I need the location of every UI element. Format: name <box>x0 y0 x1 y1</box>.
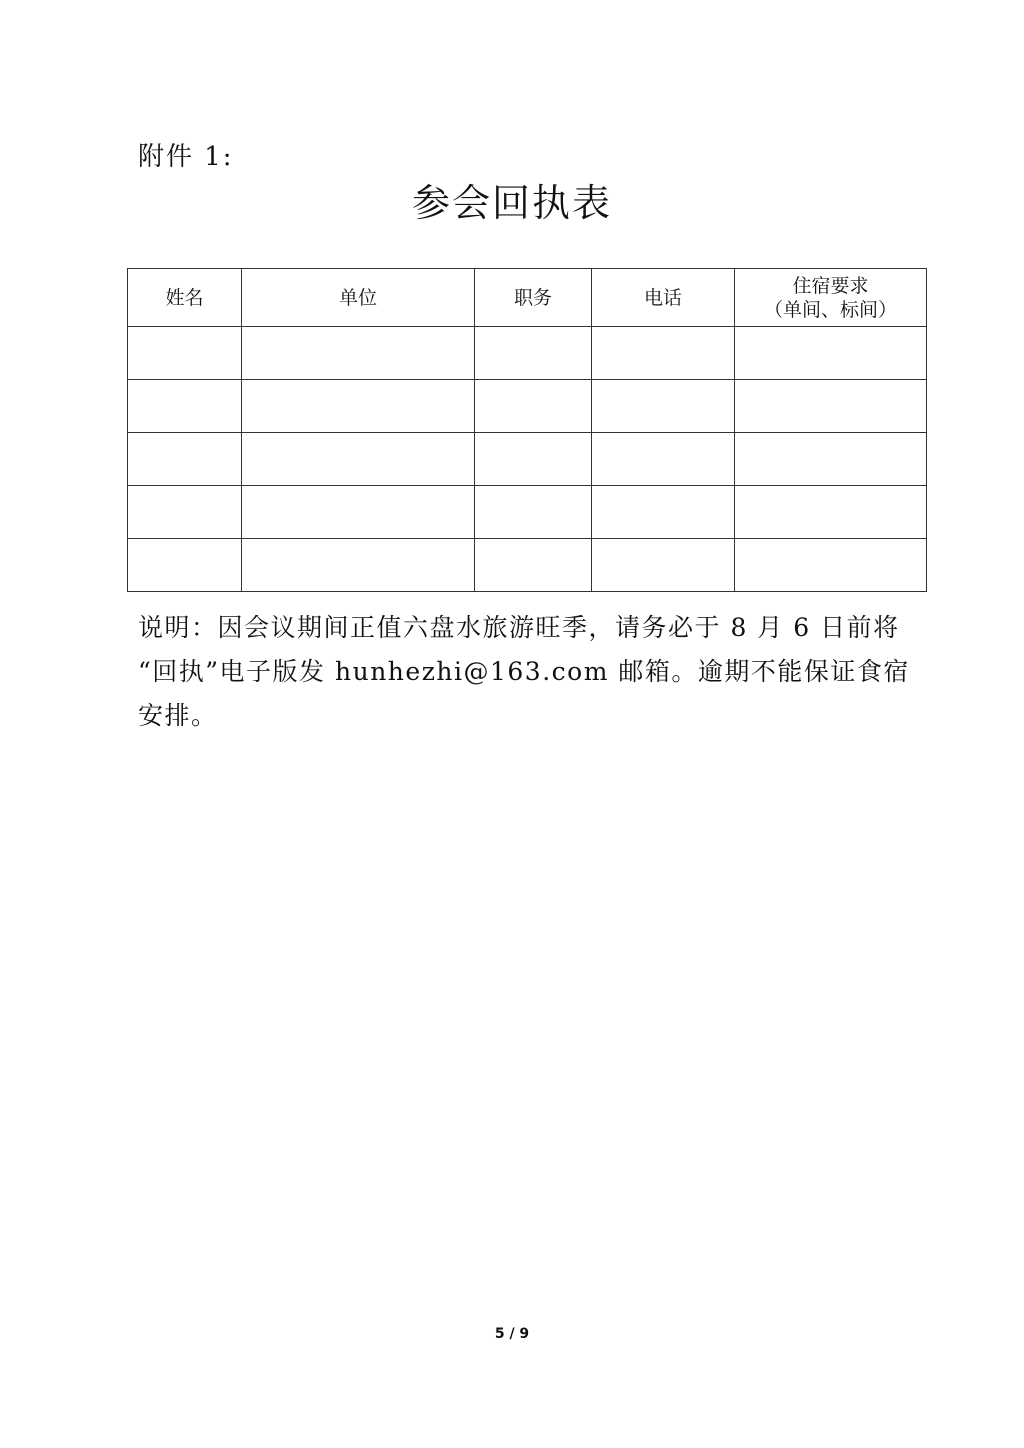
cell-lodging[interactable] <box>735 486 927 539</box>
cell-unit[interactable] <box>242 539 475 592</box>
table-row <box>128 486 927 539</box>
attachment-label: 附件 1: <box>138 142 234 172</box>
header-lodging-label: 住宿要求 <box>792 274 869 297</box>
header-phone: 电话 <box>592 269 735 327</box>
table-header-row <box>128 269 927 327</box>
cell-lodging[interactable] <box>735 433 927 486</box>
cell-phone[interactable] <box>592 539 735 592</box>
cell-unit[interactable] <box>242 327 475 380</box>
cell-unit[interactable] <box>242 433 475 486</box>
header-position: 职务 <box>475 269 592 327</box>
header-lodging <box>735 269 927 327</box>
table-row <box>128 327 927 380</box>
table-row <box>128 433 927 486</box>
cell-position[interactable] <box>475 486 592 539</box>
note-line-1: 说明：因会议期间正值六盘水旅游旺季，请务必于 8 月 6 日前将 <box>138 613 900 642</box>
cell-name[interactable] <box>128 380 242 433</box>
cell-name[interactable] <box>128 486 242 539</box>
page-number: 5 / 9 <box>494 1326 530 1342</box>
instructions-note <box>138 606 910 738</box>
cell-lodging[interactable] <box>735 327 927 380</box>
header-unit: 单位 <box>242 269 475 327</box>
cell-lodging[interactable] <box>735 539 927 592</box>
note-line-3: 安排。 <box>138 701 218 730</box>
cell-phone[interactable] <box>592 433 735 486</box>
cell-phone[interactable] <box>592 380 735 433</box>
header-name: 姓名 <box>128 269 242 327</box>
cell-name[interactable] <box>128 539 242 592</box>
note-line-2: “回执”电子版发 hunhezhi@163.com 邮箱。逾期不能保证食宿 <box>138 657 910 686</box>
cell-name[interactable] <box>128 327 242 380</box>
page-title: 参会回执表 <box>411 181 612 225</box>
cell-position[interactable] <box>475 433 592 486</box>
receipt-table <box>127 268 927 592</box>
cell-lodging[interactable] <box>735 380 927 433</box>
table-row <box>128 380 927 433</box>
cell-phone[interactable] <box>592 486 735 539</box>
cell-position[interactable] <box>475 327 592 380</box>
cell-unit[interactable] <box>242 486 475 539</box>
header-lodging-options: （单间、标间） <box>763 298 897 321</box>
cell-unit[interactable] <box>242 380 475 433</box>
table-row <box>128 539 927 592</box>
cell-phone[interactable] <box>592 327 735 380</box>
cell-name[interactable] <box>128 433 242 486</box>
cell-position[interactable] <box>475 380 592 433</box>
cell-position[interactable] <box>475 539 592 592</box>
